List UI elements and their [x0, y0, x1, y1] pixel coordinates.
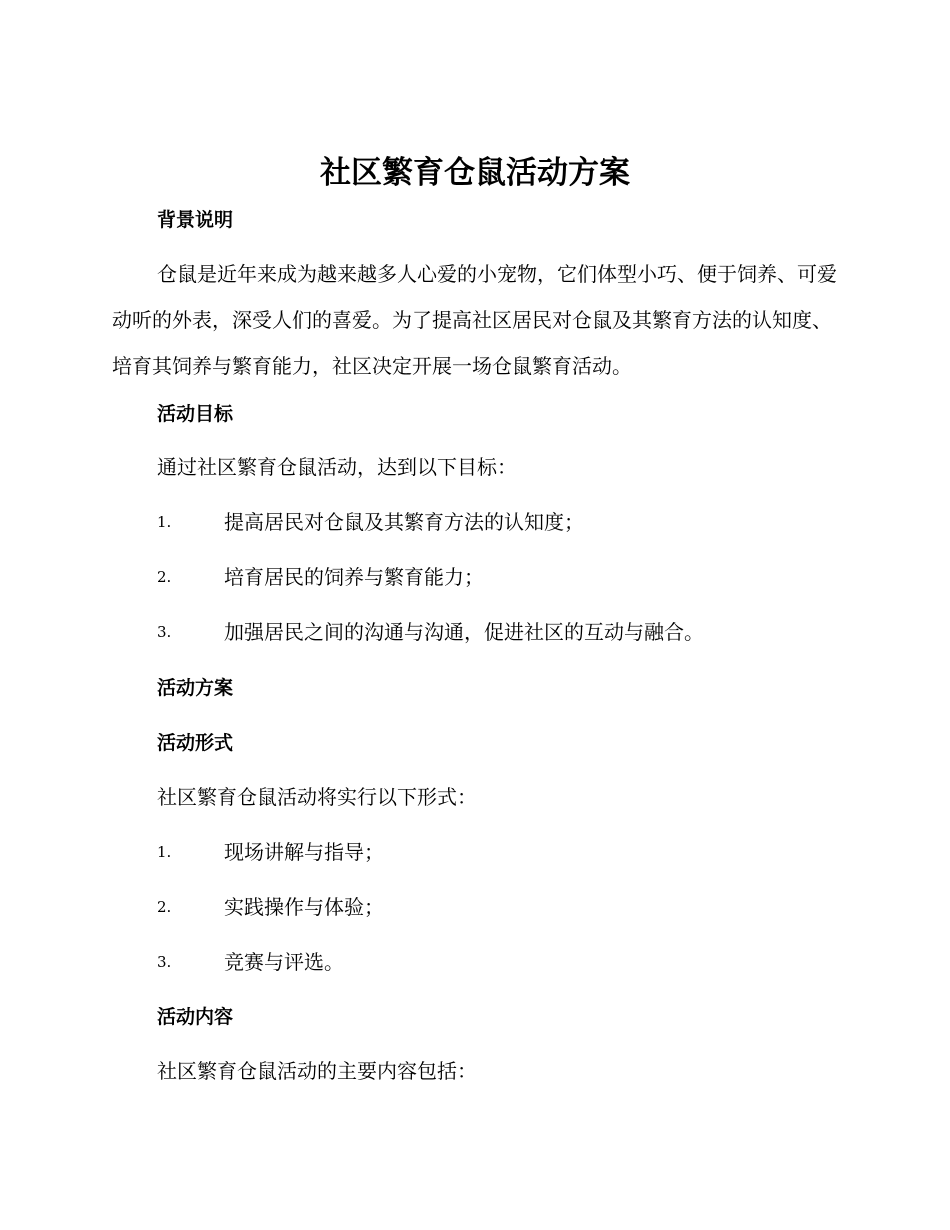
document-title: 社区繁育仓鼠活动方案	[320, 155, 630, 191]
section-heading-plan: 活动方案	[157, 677, 234, 699]
list-number: 3.	[157, 623, 172, 641]
list-number: 1.	[157, 843, 172, 861]
list-text: 现场讲解与指导；	[224, 840, 384, 864]
section-heading-background: 背景说明	[157, 209, 234, 231]
background-paragraph: 仓鼠是近年来成为越来越多人心爱的小宠物，它们体型小巧、便于饲养、可爱动听的外表，深受人们的喜爱。为了提高社区居民对仓鼠及其繁育方法的认知度、培育其饲养与繁育能力，社区决定开展一场仓鼠繁育活动。	[112, 262, 837, 378]
list-number: 3.	[157, 953, 172, 971]
content-intro: 社区繁育仓鼠活动的主要内容包括：	[157, 1059, 477, 1083]
list-text: 加强居民之间的沟通与沟通，促进社区的互动与融合。	[224, 620, 704, 644]
form-intro: 社区繁育仓鼠活动将实行以下形式：	[157, 785, 477, 809]
section-heading-form: 活动形式	[157, 732, 234, 754]
list-text: 实践操作与体验；	[224, 895, 384, 919]
goals-intro: 通过社区繁育仓鼠活动，达到以下目标：	[157, 455, 517, 479]
list-text: 竞赛与评选。	[224, 950, 344, 974]
section-heading-content: 活动内容	[157, 1006, 234, 1028]
list-number: 2.	[157, 898, 172, 916]
list-number: 1.	[157, 513, 172, 531]
list-number: 2.	[157, 568, 172, 586]
list-text: 提高居民对仓鼠及其繁育方法的认知度；	[224, 510, 584, 534]
section-heading-goals: 活动目标	[157, 403, 234, 425]
list-text: 培育居民的饲养与繁育能力；	[224, 565, 484, 589]
